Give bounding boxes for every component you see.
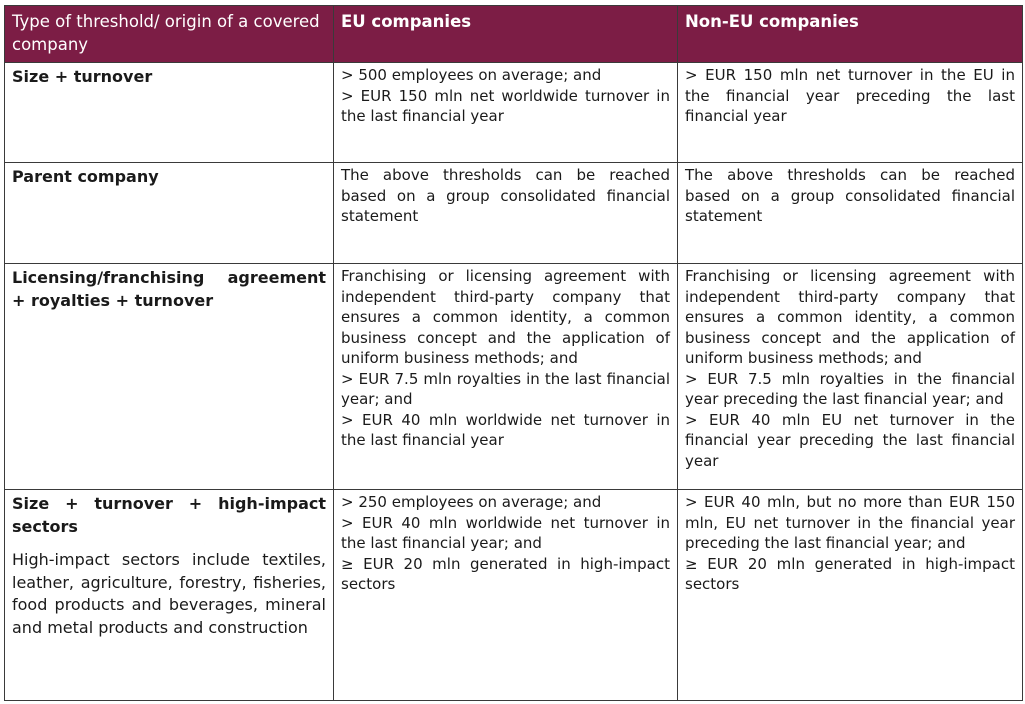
header-eu-companies: EU companies: [334, 6, 678, 63]
non-eu-cell: [678, 63, 1023, 163]
table-row: [5, 63, 1023, 163]
non-eu-criterion: ≥ EUR 20 mln generated in high-impact sectors: [685, 554, 1015, 593]
eu-criterion: > EUR 40 mln worldwide net turnover in the last financial year; and: [341, 513, 670, 552]
table-row: [5, 490, 1023, 701]
eu-criterion: ≥ EUR 20 mln generated in high-impact sectors: [341, 554, 670, 593]
header-non-eu-companies: Non-EU companies: [678, 6, 1023, 63]
header-threshold-type: Type of threshold/ origin of a covered company: [5, 6, 334, 63]
eu-criterion: > EUR 7.5 mln royalties in the last financial year; and: [341, 369, 670, 408]
non-eu-criterion: > EUR 7.5 mln royalties in the financial year preceding the last financial year; and: [685, 369, 1015, 408]
non-eu-cell: [678, 264, 1023, 490]
eu-criterion: The above thresholds can be reached based on a group consolidated financial statement: [341, 166, 670, 225]
non-eu-criterion: > EUR 150 mln net turnover in the EU in the financial year preceding the last financial year: [685, 66, 1015, 125]
row-type-cell: [5, 264, 334, 490]
row-title: Parent company: [12, 167, 159, 186]
eu-cell: [334, 264, 678, 490]
row-title: Licensing/franchising agreement + royalties + turnover: [12, 268, 326, 310]
row-title: Size + turnover + high-impact sectors: [12, 494, 326, 536]
table-row: [5, 163, 1023, 264]
eu-cell: [334, 63, 678, 163]
non-eu-criterion: > EUR 40 mln EU net turnover in the financial year preceding the last financial year: [685, 410, 1015, 470]
non-eu-cell: [678, 490, 1023, 701]
row-title: Size + turnover: [12, 67, 153, 86]
row-type-cell: [5, 490, 334, 701]
row-type-cell: [5, 63, 334, 163]
eu-criterion: > 500 employees on average; and: [341, 66, 602, 84]
row-type-cell: [5, 163, 334, 264]
non-eu-criterion: > EUR 40 mln, but no more than EUR 150 mln, EU net turnover in the financial year preceding the last financial year; and: [685, 493, 1015, 552]
eu-criterion: Franchising or licensing agreement with independent third-party company that ensures a common identity, a common business concept and the application of uniform business methods; and: [341, 267, 670, 367]
table-row: [5, 264, 1023, 490]
non-eu-criterion: Franchising or licensing agreement with independent third-party company that ensures a common identity, a common business concept and the application of uniform business methods; and: [685, 267, 1015, 367]
row-note: High-impact sectors include textiles, leather, agriculture, forestry, fisheries, food products and beverages, mineral and metal products and construction: [12, 550, 326, 637]
non-eu-criterion: The above thresholds can be reached based on a group consolidated financial statement: [685, 166, 1015, 225]
non-eu-cell: [678, 163, 1023, 264]
eu-cell: [334, 490, 678, 701]
eu-criterion: > EUR 40 mln worldwide net turnover in the last financial year: [341, 410, 670, 449]
eu-criterion: > 250 employees on average; and: [341, 493, 602, 511]
thresholds-table: [4, 5, 1023, 701]
header-row: [5, 6, 1023, 63]
eu-cell: [334, 163, 678, 264]
eu-criterion: > EUR 150 mln net worldwide turnover in the last financial year: [341, 86, 670, 125]
